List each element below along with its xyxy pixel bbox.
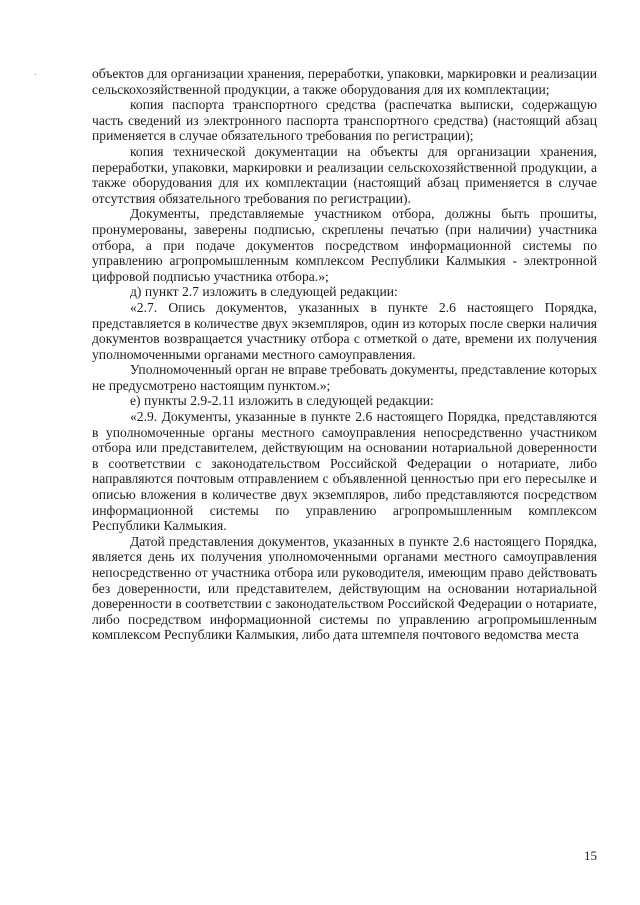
document-body	[92, 66, 597, 643]
paragraph-p02: копия паспорта транспортного средства (распечатка выписки, содержащую часть сведений из электронного паспорта транспортного средства) (настоящий абзац применяется в случае обязательного требования по регистрации);	[92, 97, 597, 144]
paragraph-p03: копия технической документации на объекты для организации хранения, переработки, упаковки, маркировки и реализации сельскохозяйственной продукции, а также оборудования для их комплектации (настоящий абзац применяется в случае отсутствия обязательного требования по регистрации).	[92, 143, 597, 206]
paragraph-p06: «2.7. Опись документов, указанных в пункте 2.6 настоящего Порядка, представляется в количестве двух экземпляров, один из которых после сверки наличия документов возвращается участнику отбора с отметкой о дате, времени их получения уполномоченными органами местного самоуправления.	[92, 299, 597, 362]
paragraph-p05: д) пункт 2.7 изложить в следующей редакции:	[130, 284, 398, 300]
paragraph-p04: Документы, представляемые участником отбора, должны быть прошиты, пронумерованы, заверены подписью, скреплены печатью (при наличии) участника отбора, а при подаче документов посредством информационной системы по управлению агропромышленным комплексом Республики Калмыкия - электронной цифровой подписью участника отбора.»;	[92, 206, 597, 284]
page-number: 15	[584, 848, 597, 863]
paragraph-p01: объектов для организации хранения, переработки, упаковки, маркировки и реализации сельскохозяйственной продукции, а также оборудования для их комплектации;	[92, 66, 597, 97]
paragraph-p07: Уполномоченный орган не вправе требовать документы, представление которых не предусмотрено настоящим пунктом.»;	[92, 362, 597, 393]
paragraph-p08: е) пункты 2.9-2.11 изложить в следующей редакции:	[130, 393, 434, 409]
scan-artifact	[35, 74, 36, 75]
paragraph-p10: Датой представления документов, указанных в пункте 2.6 настоящего Порядка, является день их получения уполномоченными органами местного самоуправления непосредственно от участника отбора или руководителя, имеющим право действовать без доверенности, или представителем, действующим на основании нотариальной доверенности в соответствии с законодательством Российской Федерации о нотариате, либо посредством информационной системы по управлению агропромышленным комплексом Республики Калмыкия, либо дата штемпеля почтового ведомства места	[92, 533, 597, 643]
paragraph-p09: «2.9. Документы, указанные в пункте 2.6 настоящего Порядка, представляются в уполномоченные органы местного самоуправления непосредственно участником отбора или представителем, действующим на основании нотариальной доверенности в соответствии с законодательством Российской Федерации о нотариате, либо направляются почтовым отправлением с объявленной ценностью при его пересылке и описью вложения в количестве двух экземпляров, либо представляются посредством информационной системы по управлению агропромышленным комплексом Республики Калмыкия.	[92, 409, 597, 534]
